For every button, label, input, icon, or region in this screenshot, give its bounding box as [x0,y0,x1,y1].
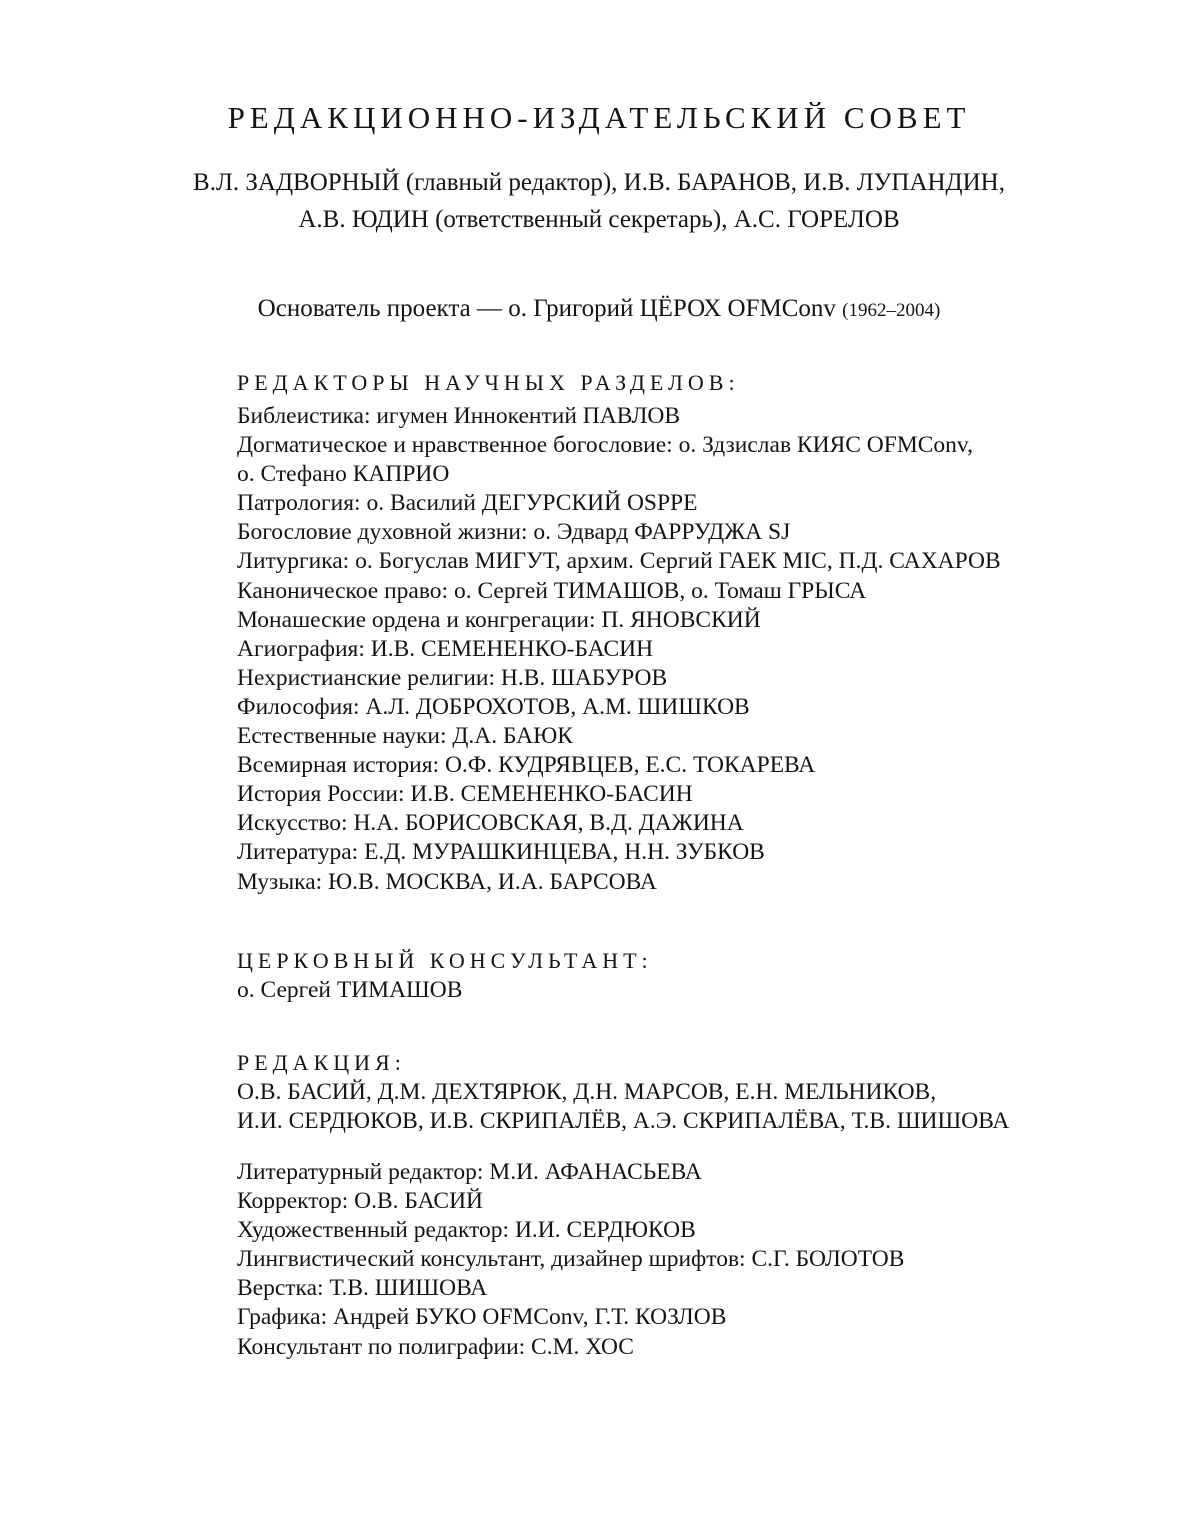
list-item: Лингвистический консультант, дизайнер шрифтов: С.Г. БОЛОТОВ [237,1246,905,1273]
section-production-staff [237,1158,1137,1362]
list-item: Агиография: И.В. СЕМЕНЕНКО-БАСИН [237,635,654,662]
section-church-consultant [237,946,1137,1005]
list-item: Корректор: О.В. БАСИЙ [237,1188,484,1215]
list-item: Искусство: Н.А. БОРИСОВСКАЯ, В.Д. ДАЖИНА [237,810,744,837]
list-item: Каноническое право: о. Сергей ТИМАШОВ, о. Томаш ГРЫСА [237,577,867,604]
list-item: Литературный редактор: М.И. АФАНАСЬЕВА [237,1159,702,1185]
list-item: Всемирная история: О.Ф. КУДРЯВЦЕВ, Е.С. ТОКАРЕВА [237,752,816,779]
list-item: Художественный редактор: И.И. СЕРДЮКОВ [237,1217,696,1244]
list-item: о. Сергей ТИМАШОВ [237,977,463,1003]
section-heading: ЦЕРКОВНЫЙ КОНСУЛЬТАНТ: [237,948,653,973]
list-item: о. Стефано КАПРИО [237,461,450,488]
list-item: Нехристианские религии: Н.В. ШАБУРОВ [237,664,668,691]
list-item: Библеистика: игумен Иннокентий ПАВЛОВ [237,403,681,429]
founder-text: Основатель проекта — о. Григорий ЦЁРОХ OFMConv [257,295,836,322]
section-editors [237,368,1137,897]
list-item: Литургика: о. Богуслав МИГУТ, архим. Сергий ГАЕК MIC, П.Д. САХАРОВ [237,548,1001,575]
editorial-council [0,164,1198,238]
list-item: Верстка: Т.В. ШИШОВА [237,1275,488,1302]
council-line: В.Л. ЗАДВОРНЫЙ (главный редактор), И.В. БАРАНОВ, И.В. ЛУПАНДИН, [193,169,1005,196]
list-item: И.И. СЕРДЮКОВ, И.В. СКРИПАЛЁВ, А.Э. СКРИПАЛЁВА, Т.В. ШИШОВА [237,1108,1010,1135]
founder-line [0,292,1198,328]
list-item: Графика: Андрей БУКО OFMConv, Г.Т. КОЗЛОВ [237,1304,727,1331]
section-heading: РЕДАКЦИЯ: [237,1050,406,1075]
list-item: Литература: Е.Д. МУРАШКИНЦЕВА, Н.Н. ЗУБКОВ [237,839,765,866]
section-editorial-staff [237,1048,1137,1136]
list-item: История России: И.В. СЕМЕНЕНКО-БАСИН [237,781,693,808]
list-item: Богословие духовной жизни: о. Эдвард ФАРРУДЖА SJ [237,519,791,546]
list-item: Монашеские ордена и конгрегации: П. ЯНОВСКИЙ [237,606,761,633]
founder-years: (1962–2004) [842,300,941,321]
list-item: О.В. БАСИЙ, Д.М. ДЕХТЯРЮК, Д.Н. МАРСОВ, Е.Н. МЕЛЬНИКОВ, [237,1079,937,1105]
list-item: Музыка: Ю.В. МОСКВА, И.А. БАРСОВА [237,868,657,895]
council-line: А.В. ЮДИН (ответственный секретарь), А.С. ГОРЕЛОВ [298,206,900,233]
list-item: Патрология: о. Василий ДЕГУРСКИЙ OSPPE [237,490,698,517]
page-title: РЕДАКЦИОННО-ИЗДАТЕЛЬСКИЙ СОВЕТ [227,100,971,135]
list-item: Естественные науки: Д.А. БАЮК [237,723,573,750]
list-item: Консультант по полиграфии: С.М. ХОС [237,1333,634,1360]
section-heading: РЕДАКТОРЫ НАУЧНЫХ РАЗДЕЛОВ: [237,370,740,395]
list-item: Догматическое и нравственное богословие: о. Здзислав КИЯС OFMConv, [237,432,974,459]
list-item: Философия: А.Л. ДОБРОХОТОВ, А.М. ШИШКОВ [237,693,750,720]
